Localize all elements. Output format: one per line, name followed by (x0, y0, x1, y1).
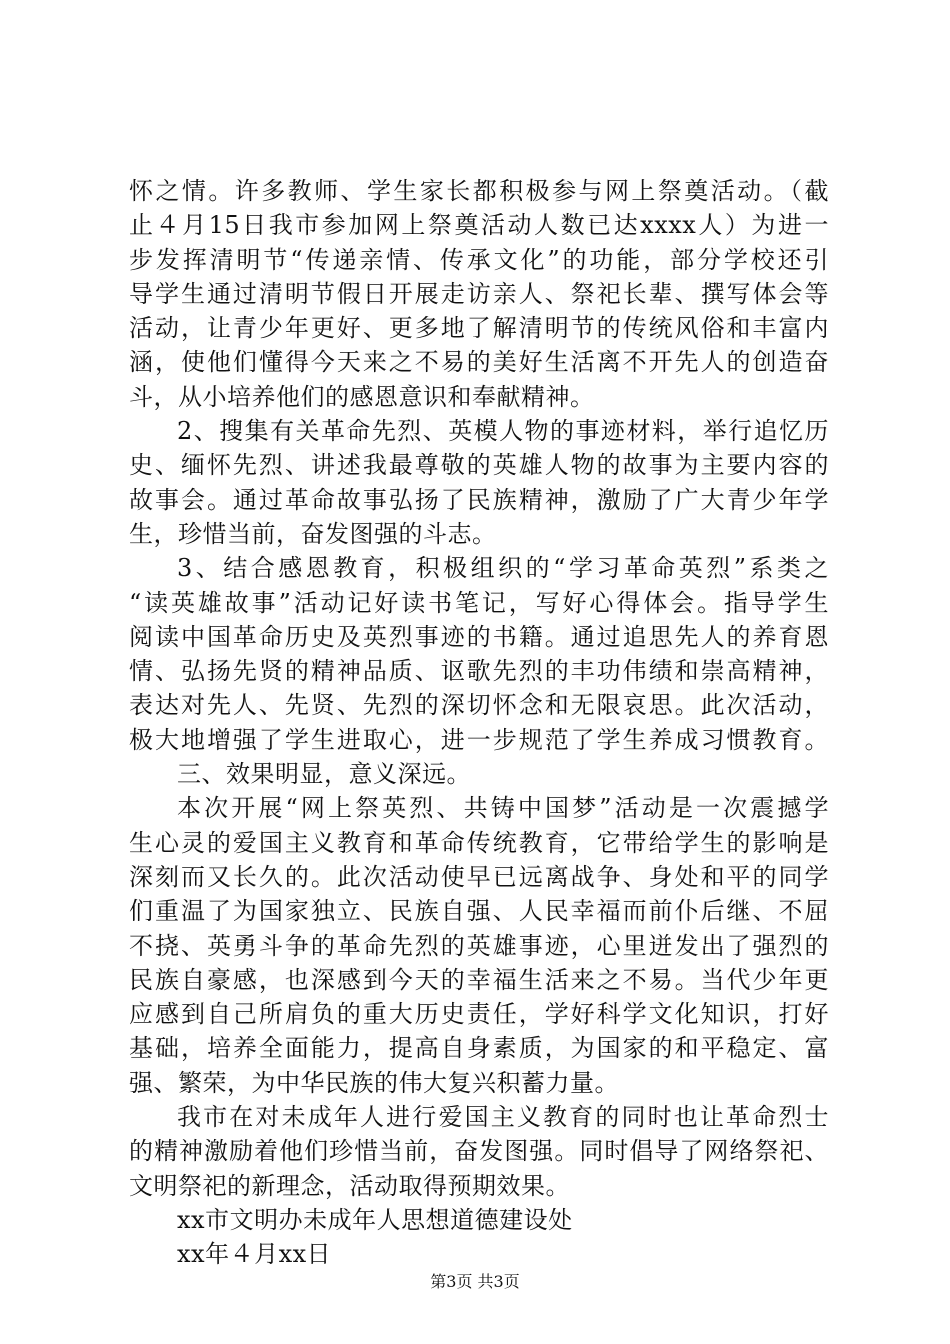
body-line: 情、弘扬先贤的精神品质、讴歌先烈的丰功伟绩和崇高精神， (129, 657, 829, 686)
body-line: 深刻而又长久的。此次活动使早已远离战争、身处和平的同学 (129, 862, 829, 891)
body-line: 3、结合感恩教育，积极组织的“学习革命英烈”系类之 (177, 554, 829, 583)
body-line: 文明祭祀的新理念，活动取得预期效果。 (129, 1171, 570, 1200)
body-line: 活动，让青少年更好、更多地了解清明节的传统风俗和丰富内 (129, 314, 829, 343)
body-line: 不挠、英勇斗争的革命先烈的英雄事迹，心里迸发出了强烈的 (129, 931, 829, 960)
document-body (129, 174, 829, 1272)
body-line: “读英雄故事”活动记好读书笔记，写好心得体会。指导学生 (129, 588, 829, 617)
body-line: 生心灵的爱国主义教育和革命传统教育，它带给学生的影响是 (129, 828, 829, 857)
body-line: 止４月15日我市参加网上祭奠活动人数已达xxxx人）为进一 (129, 211, 829, 240)
body-line: 极大地增强了学生进取心，进一步规范了学生养成习惯教育。 (129, 725, 829, 754)
body-line: 们重温了为国家独立、民族自强、人民幸福而前仆后继、不屈 (129, 897, 829, 926)
body-line: 的精神激励着他们珍惜当前，奋发图强。同时倡导了网络祭祀、 (129, 1137, 829, 1166)
body-line: 故事会。通过革命故事弘扬了民族精神，激励了广大青少年学 (129, 485, 829, 514)
body-line: 怀之情。许多教师、学生家长都积极参与网上祭奠活动。（截 (129, 177, 829, 205)
body-line: 我市在对未成年人进行爱国主义教育的同时也让革命烈士 (177, 1103, 829, 1132)
body-line: 导学生通过清明节假日开展走访亲人、祭祀长辈、撰写体会等 (129, 279, 829, 308)
body-line: 斗，从小培养他们的感恩意识和奉献精神。 (129, 382, 595, 411)
section-heading: 三、效果明显，意义深远。 (177, 760, 471, 789)
body-line: 阅读中国革命历史及英烈事迹的书籍。通过追思先人的养育恩 (129, 622, 829, 651)
body-line: 强、繁荣，为中华民族的伟大复兴积蓄力量。 (129, 1068, 619, 1097)
body-line: 步发挥清明节“传递亲情、传承文化”的功能，部分学校还引 (129, 245, 829, 274)
body-line: 应感到自己所肩负的重大历史责任，学好科学文化知识，打好 (129, 1000, 829, 1029)
body-line: 生，珍惜当前，奋发图强的斗志。 (129, 519, 497, 548)
body-line: 史、缅怀先烈、讲述我最尊敬的英雄人物的故事为主要内容的 (129, 451, 829, 480)
signature-date: xx年４月xx日 (177, 1240, 332, 1269)
body-line: 2、搜集有关革命先烈、英模人物的事迹材料，举行追忆历 (177, 417, 829, 446)
page-footer: 第3页 共3页 (430, 1272, 520, 1291)
signature-organization: xx市文明办未成年人思想道德建设处 (177, 1205, 573, 1234)
body-line: 本次开展“网上祭英烈、共铸中国梦”活动是一次震撼学 (177, 794, 829, 823)
body-line: 涵，使他们懂得今天来之不易的美好生活离不开先人的创造奋 (129, 348, 829, 377)
body-line: 基础，培养全面能力，提高自身素质，为国家的和平稳定、富 (129, 1034, 829, 1063)
body-line: 民族自豪感，也深感到今天的幸福生活来之不易。当代少年更 (129, 965, 829, 994)
body-line: 表达对先人、先贤、先烈的深切怀念和无限哀思。此次活动， (129, 691, 829, 720)
